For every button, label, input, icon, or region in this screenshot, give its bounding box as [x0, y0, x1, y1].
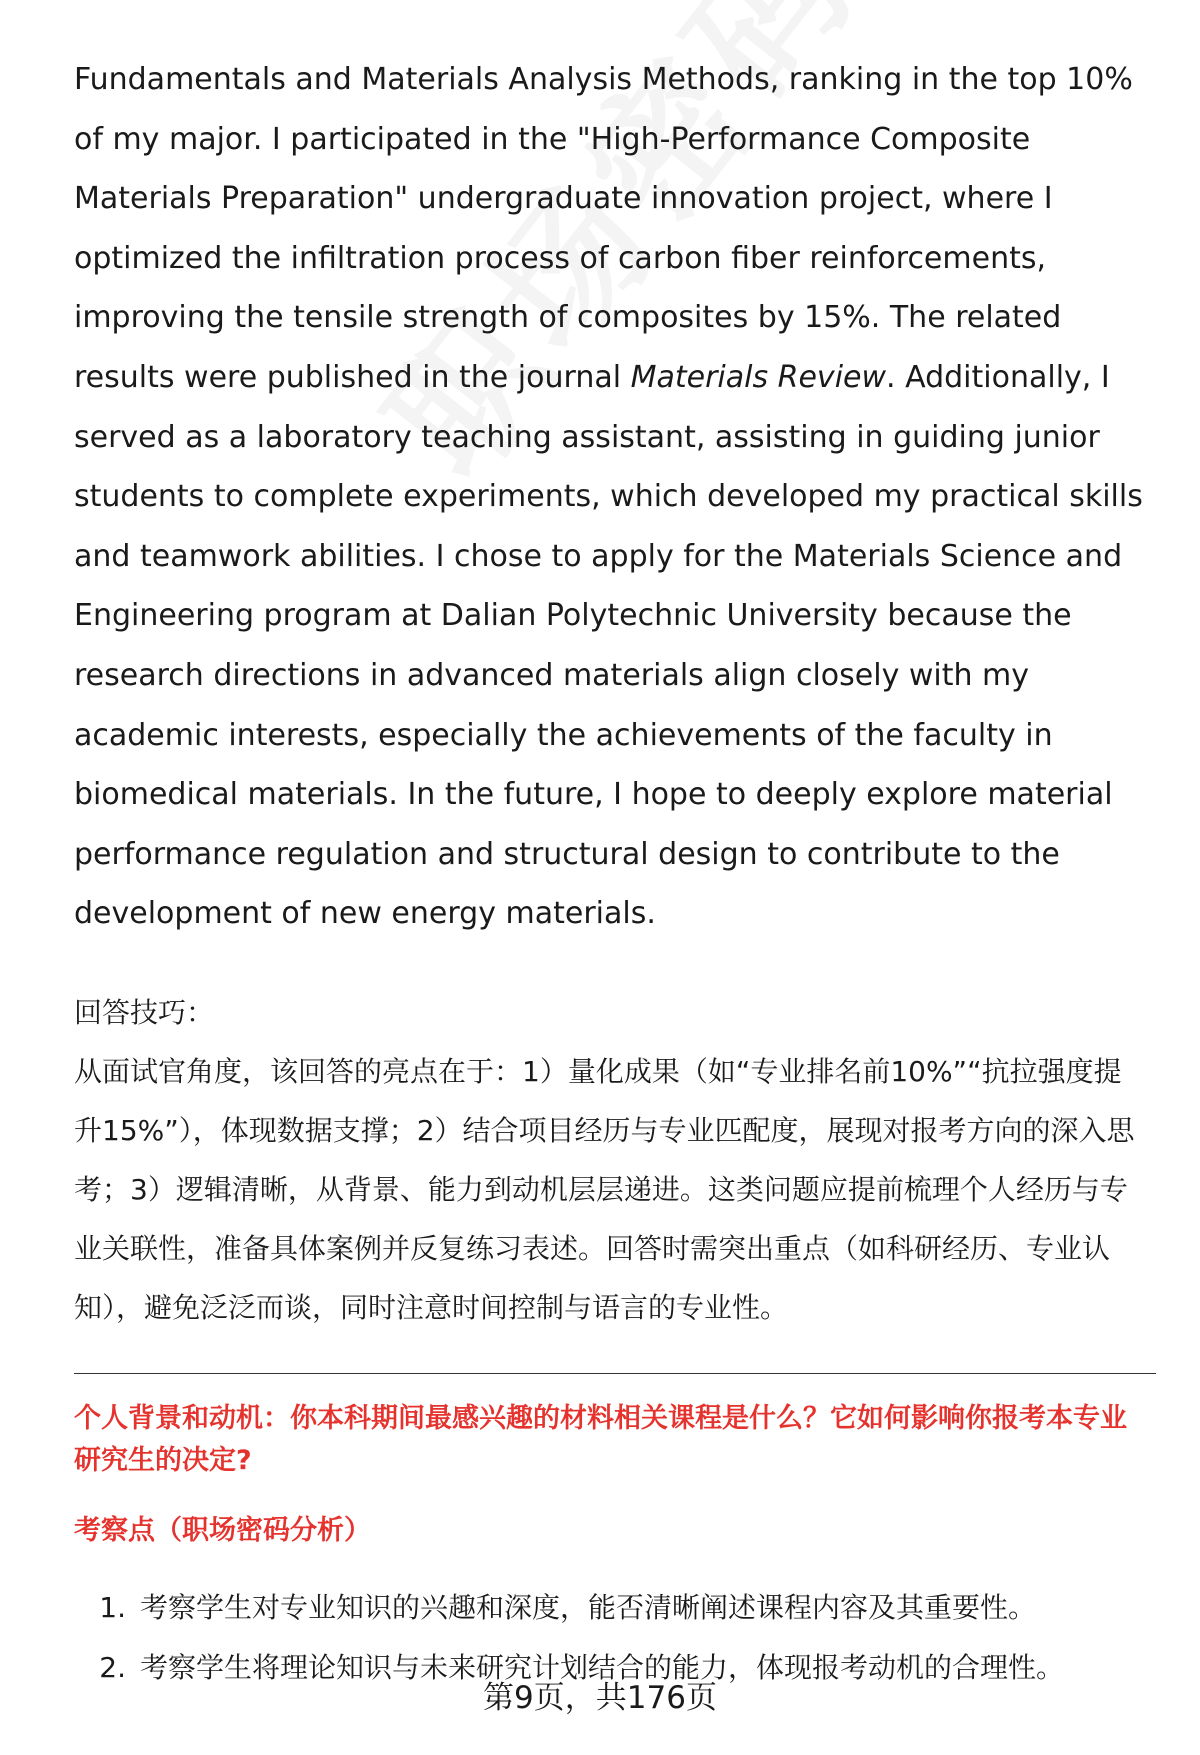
- section-divider: [74, 1373, 1156, 1374]
- list-item: [74, 1578, 1149, 1638]
- tips-heading: 回答技巧：: [74, 995, 215, 1029]
- answer-text-before: Fundamentals and Materials Analysis Methods, ranking in the top 10% of my major. I participated in the "High-Performance Composite Materials Preparation" undergraduate innovation project, where I optimized the infiltration process of carbon fiber reinforcements, improving the tensile strength of composites by 15%. The related results were published in the journal: [74, 62, 1133, 395]
- list-item-text: 考察学生对专业知识的兴趣和深度，能否清晰阐述课程内容及其重要性。: [140, 1590, 1037, 1624]
- answer-paragraph: [74, 50, 1149, 944]
- question-heading: 个人背景和动机：你本科期间最感兴趣的材料相关课程是什么？它如何影响你报考本专业研究生的决定?: [74, 1402, 1127, 1476]
- page-footer: 第9页，共176页: [483, 1680, 717, 1716]
- list-item-text: 考察学生将理论知识与未来研究计划结合的能力，体现报考动机的合理性。: [140, 1650, 1065, 1684]
- tips-body: 从面试官角度，该回答的亮点在于：1）量化成果（如“专业排名前10%”“抗拉强度提升15%”），体现数据支撑；2）结合项目经历与专业匹配度，展现对报考方向的深入思考；3）逻辑清晰，从背景、能力到动机层层递进。这类问题应提前梳理个人经历与专业关联性，准备具体案例并反复练习表述。回答时需突出重点（如科研经历、专业认知），避免泛泛而谈，同时注意时间控制与语言的专业性。: [74, 1054, 1135, 1324]
- analysis-heading: 考察点（职场密码分析）: [74, 1514, 371, 1546]
- list-item-number: 2.: [99, 1650, 126, 1684]
- journal-title: Materials Review: [630, 359, 887, 395]
- answer-text-after: . Additionally, I served as a laboratory teaching assistant, assisting in guiding junior students to complete experiments, which developed my practical skills and teamwork abilities. I chose to apply for the Materials Science and Engineering program at Dalian Polytechnic University because the research directions in advanced materials align closely with my academic interests, especially the achievements of the faculty in biomedical materials. In the future, I hope to deeply explore material performance regulation and structural design to contribute to the development of new energy materials.: [74, 359, 1143, 932]
- document-page: [74, 50, 1149, 1698]
- list-item-number: 1.: [99, 1590, 126, 1624]
